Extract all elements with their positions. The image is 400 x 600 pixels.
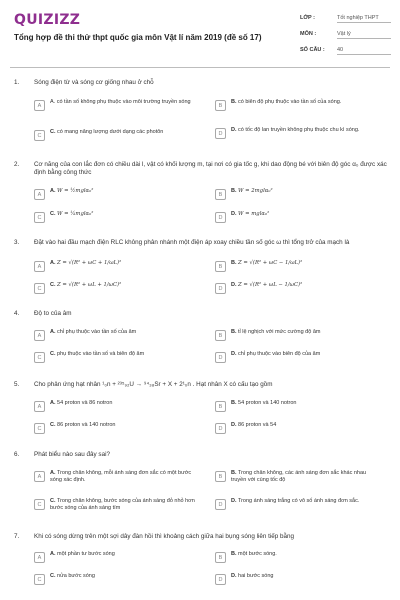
option-text: Trong ánh sáng trắng có vô số ánh sáng đơn sắc. <box>237 498 360 504</box>
option-letter-box: B <box>215 330 226 341</box>
option-key: B. <box>231 188 237 194</box>
option-letter-box: D <box>215 352 226 363</box>
option-text: có tốc độ lan truyền không phụ thuộc chu kì sóng. <box>238 127 360 133</box>
question-number: 1. <box>14 79 20 86</box>
option-letter-box: B <box>215 261 226 272</box>
option-key: D. <box>231 573 237 579</box>
option-letter-box: B <box>215 189 226 200</box>
option-text: một phần tư bước sóng <box>57 551 115 557</box>
question-text: Khi có sóng dừng trên một sợi dây đàn hồi thì khoảng cách giữa hai bụng sóng liên tiếp bằng <box>34 533 295 540</box>
option-key: A. <box>50 329 56 335</box>
option-text: Trong chân không, bước sóng của ánh sáng đỏ nhỏ hơn bước sóng của ánh sáng tím <box>50 498 195 511</box>
class-value: Tốt nghiệp THPT <box>337 15 391 23</box>
page-title: Tổng hợp đề thi thử thpt quốc gia môn Vật lí năm 2019 (đề số 17) <box>14 33 262 42</box>
option-formula: W = mglα₀² <box>238 211 270 217</box>
option-letter-box: D <box>215 423 226 434</box>
option-formula: Z = √(R² + ωL − 1/ωC)² <box>238 282 303 288</box>
option-key: A. <box>50 188 56 194</box>
option-text: 86 proton và 140 notron <box>57 422 116 428</box>
subject-value: Vật lý <box>337 31 391 39</box>
option-key: D. <box>231 351 237 357</box>
option-text: 86 proton và 54 <box>238 422 277 428</box>
option-text: Trong chân không, mỗi ánh sáng đơn sắc có một bước sóng xác định. <box>50 470 192 483</box>
question-number: 7. <box>14 533 20 540</box>
option-text: có mang năng lượng dưới dạng các photôn <box>57 129 164 135</box>
question-text: Đặt vào hai đầu mạch điện RLC không phân nhánh một điện áp xoay chiều tần số góc ω thì tổng trở của mạch là <box>34 239 350 246</box>
option-key: C. <box>50 573 56 579</box>
option-letter-box: D <box>215 283 226 294</box>
option-letter-box: D <box>215 499 226 510</box>
question-number: 2. <box>14 161 20 168</box>
option-letter-box: A <box>34 189 45 200</box>
option-letter-box: C <box>34 212 45 223</box>
subject-label: MÔN : <box>300 31 317 37</box>
question-count-value: 40 <box>337 47 391 55</box>
option-letter-box: D <box>215 574 226 585</box>
option-text: chỉ phụ thuộc vào tần số của âm <box>57 329 137 335</box>
option-letter-box: C <box>34 574 45 585</box>
option-key: A. <box>50 400 56 406</box>
header-divider <box>10 67 390 68</box>
question-text: Độ to của âm <box>34 310 72 317</box>
option-text: 54 proton và 86 notron <box>57 400 113 406</box>
question-text: Sóng điện từ và sóng cơ giống nhau ở chỗ <box>34 79 154 86</box>
question-number: 6. <box>14 451 20 458</box>
option-letter-box: A <box>34 401 45 412</box>
option-text: phụ thuộc vào tần số và biên độ âm <box>57 351 145 357</box>
option-text: 54 proton và 140 notron <box>238 400 297 406</box>
option-text: nửa bước sóng <box>57 573 95 579</box>
option-formula: Z = √(R² + ωC + 1/ωL)² <box>57 260 122 266</box>
option-letter-box: C <box>34 423 45 434</box>
option-letter-box: A <box>34 552 45 563</box>
option-letter-box: B <box>215 552 226 563</box>
option-formula: W = ½mglα₀² <box>57 188 94 194</box>
class-label: LỚP : <box>300 15 315 21</box>
option-key: D. <box>231 127 237 133</box>
option-key: B. <box>231 400 237 406</box>
option-key: C. <box>50 129 56 135</box>
option-text: một bước sóng. <box>238 551 277 557</box>
option-text: Trong chân không, các ánh sáng đơn sắc khác nhau truyền với cùng tốc độ <box>231 470 367 483</box>
option-formula: W = ¼mglα₀² <box>57 211 94 217</box>
option-letter-box: D <box>215 212 226 223</box>
option-text: chỉ phụ thuộc vào biên độ của âm <box>238 351 321 357</box>
option-key: B. <box>231 260 237 266</box>
option-letter-box: C <box>34 283 45 294</box>
option-letter-box: C <box>34 352 45 363</box>
option-key: B. <box>231 551 237 557</box>
quizizz-logo: QUIZIZZ <box>14 12 81 28</box>
question-number: 3. <box>14 239 20 246</box>
question-number: 4. <box>14 310 20 317</box>
option-key: B. <box>231 470 237 476</box>
option-formula: Z = √(R² + ωL + 1/ωC)² <box>57 282 122 288</box>
question-number: 5. <box>14 381 20 388</box>
option-text: A. có tần số không phụ thuộc vào môi trường truyền sóng <box>50 99 191 105</box>
option-key: D. <box>231 498 237 504</box>
option-key: B. <box>231 329 237 335</box>
option-key: B. <box>231 99 237 105</box>
option-letter-box: C <box>34 130 45 141</box>
option-key: D. <box>231 282 237 288</box>
option-key: A. <box>50 551 56 557</box>
option-letter-box: A <box>34 261 45 272</box>
option-key: A. <box>50 260 56 266</box>
option-key: C. <box>50 211 56 217</box>
option-key: A. <box>50 470 56 476</box>
question-text: Cơ năng của con lắc đơn có chiều dài l, vật có khối lượng m, tại nơi có gia tốc g, khi dao động bé với biên độ góc α₀ được xác định bằng công thức <box>34 161 387 176</box>
option-key: D. <box>231 211 237 217</box>
option-letter-box: A <box>34 100 45 111</box>
option-letter-box: A <box>34 330 45 341</box>
option-formula: Z = √(R² + ωC − 1/ωL)² <box>238 260 303 266</box>
option-letter-box: A <box>34 471 45 482</box>
option-key: D. <box>231 422 237 428</box>
option-letter-box: D <box>215 128 226 139</box>
question-count-label: SỐ CÂU : <box>300 47 325 53</box>
option-letter-box: B <box>215 401 226 412</box>
option-key: C. <box>50 422 56 428</box>
question-text: Phát biểu nào sau đây sai? <box>34 451 110 458</box>
option-key: C. <box>50 351 56 357</box>
option-text: có biên độ phụ thuộc vào tần số của sóng. <box>238 99 342 105</box>
option-letter-box: B <box>215 100 226 111</box>
option-key: C. <box>50 282 56 288</box>
option-key: C. <box>50 498 56 504</box>
option-letter-box: C <box>34 499 45 510</box>
option-text: tỉ lệ nghịch với mức cường độ âm <box>238 329 321 335</box>
option-formula: W = 2mglα₀² <box>238 188 273 194</box>
option-text: hai bước sóng <box>238 573 274 579</box>
question-text: Cho phản ứng hạt nhân ¹₀n + ²³⁵₉₂U → ⁹⁴₃₈Sr + X + 2¹₀n . Hạt nhân X có cấu tạo gồm <box>34 381 273 388</box>
option-letter-box: B <box>215 471 226 482</box>
